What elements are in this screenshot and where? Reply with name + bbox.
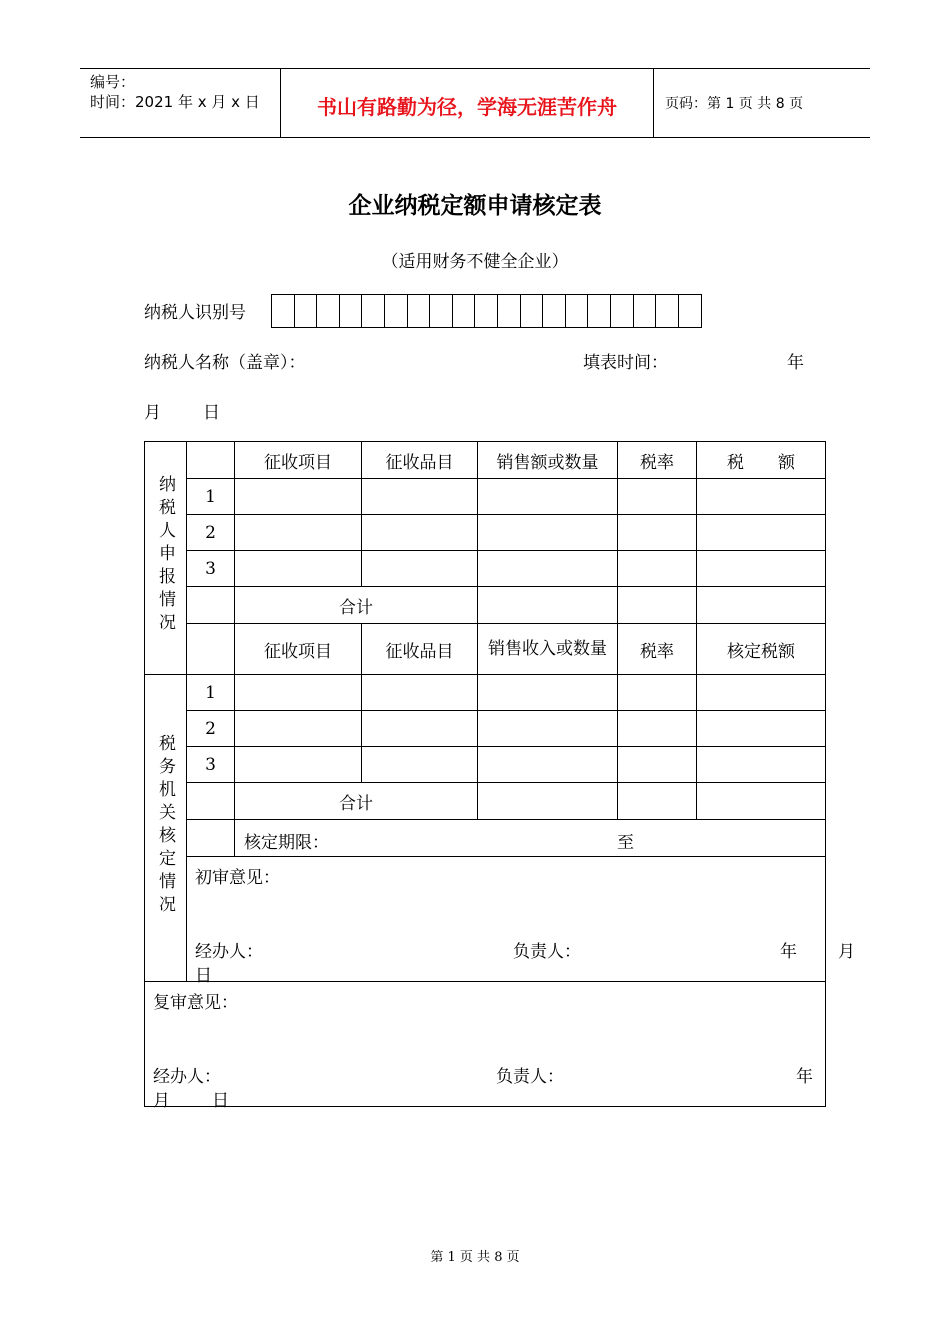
approve-side-label-cell	[145, 675, 187, 982]
col-header: 征收品目	[362, 442, 478, 479]
row-number: 2	[187, 711, 235, 747]
period-cell[interactable]	[235, 820, 826, 857]
input-cell[interactable]	[697, 711, 826, 747]
input-cell[interactable]	[362, 515, 478, 551]
cell	[187, 442, 235, 479]
input-cell[interactable]	[618, 675, 697, 711]
cell	[187, 587, 235, 624]
input-cell[interactable]	[235, 747, 362, 783]
taxpayer-name-label: 纳税人名称（盖章）：	[144, 353, 306, 373]
first-review-month: 月	[838, 942, 855, 962]
second-review-responsible: 负责人：	[496, 1067, 564, 1087]
page-footer: 第 1 页 共 8 页	[430, 1250, 520, 1265]
col-header: 税率	[618, 624, 697, 675]
input-cell[interactable]	[618, 515, 697, 551]
row-number: 3	[187, 551, 235, 587]
col-header: 税 额	[697, 442, 826, 479]
second-review-year: 年	[796, 1067, 813, 1087]
input-cell[interactable]	[235, 551, 362, 587]
input-cell[interactable]	[362, 747, 478, 783]
fill-time-month: 月	[144, 403, 161, 423]
input-cell[interactable]	[478, 479, 618, 515]
input-cell[interactable]	[697, 675, 826, 711]
second-review-month: 月	[153, 1091, 170, 1111]
first-review-year: 年	[780, 942, 797, 962]
motto-text: 书山有路勤为径，学海无涯苦作舟	[317, 95, 617, 119]
row-number: 2	[187, 515, 235, 551]
input-cell[interactable]	[362, 479, 478, 515]
row-number: 1	[187, 479, 235, 515]
second-review-handler: 经办人：	[153, 1067, 221, 1087]
input-cell[interactable]	[478, 515, 618, 551]
declare-side-label-cell	[145, 442, 187, 675]
input-cell[interactable]	[697, 587, 826, 624]
input-cell[interactable]	[618, 587, 697, 624]
col-header: 征收品目	[362, 624, 478, 675]
input-cell[interactable]	[235, 479, 362, 515]
cell	[187, 783, 235, 820]
input-cell[interactable]	[478, 675, 618, 711]
total-label: 合计	[235, 783, 478, 820]
input-cell[interactable]	[478, 711, 618, 747]
input-cell[interactable]	[697, 479, 826, 515]
first-review-title: 初审意见：	[195, 868, 280, 888]
input-cell[interactable]	[362, 711, 478, 747]
input-cell[interactable]	[618, 711, 697, 747]
number-label: 编号：	[90, 73, 136, 91]
fill-time-year: 年	[787, 353, 804, 373]
col-header: 税率	[618, 442, 697, 479]
page-info: 页码：第 1 页 共 8 页	[665, 96, 804, 112]
second-review-day: 日	[212, 1091, 229, 1111]
input-cell[interactable]	[235, 711, 362, 747]
period-to: 至	[617, 833, 634, 853]
taxpayer-id-label: 纳税人识别号	[144, 303, 246, 323]
taxpayer-id-boxes[interactable]	[271, 294, 702, 328]
second-review-cell[interactable]	[145, 982, 826, 1111]
col-header: 销售收入或数量	[478, 624, 618, 675]
time-label: 时间：2021 年 x 月 x 日	[90, 93, 260, 111]
input-cell[interactable]	[697, 747, 826, 783]
input-cell[interactable]	[618, 479, 697, 515]
row-number: 3	[187, 747, 235, 783]
first-review-cell[interactable]	[187, 857, 855, 986]
form-title: 企业纳税定额申请核定表	[348, 193, 602, 219]
input-cell[interactable]	[362, 675, 478, 711]
input-cell[interactable]	[235, 675, 362, 711]
input-cell[interactable]	[478, 587, 618, 624]
cell	[187, 820, 235, 857]
input-cell[interactable]	[362, 551, 478, 587]
declare-side-label: 纳税人申报情况	[155, 475, 175, 636]
form-subtitle: （适用财务不健全企业）	[381, 252, 569, 272]
col-header: 征收项目	[235, 624, 362, 675]
input-cell[interactable]	[618, 551, 697, 587]
period-label: 核定期限：	[244, 833, 329, 853]
tax-quota-table	[144, 441, 855, 1111]
col-header: 征收项目	[235, 442, 362, 479]
row-number: 1	[187, 675, 235, 711]
fill-time-label: 填表时间：	[583, 353, 668, 373]
col-header: 核定税额	[697, 624, 826, 675]
first-review-day: 日	[195, 966, 212, 986]
input-cell[interactable]	[618, 747, 697, 783]
input-cell[interactable]	[478, 747, 618, 783]
input-cell[interactable]	[235, 515, 362, 551]
approve-side-label: 税务机关核定情况	[155, 733, 175, 918]
header-page-cell	[653, 69, 870, 137]
input-cell[interactable]	[697, 551, 826, 587]
total-label: 合计	[235, 587, 478, 624]
first-review-responsible: 负责人：	[513, 942, 581, 962]
document-header	[80, 68, 870, 138]
header-motto-cell	[280, 69, 654, 137]
input-cell[interactable]	[697, 515, 826, 551]
second-review-title: 复审意见：	[153, 993, 238, 1013]
col-header: 销售额或数量	[478, 442, 618, 479]
input-cell[interactable]	[697, 783, 826, 820]
header-meta	[80, 69, 280, 137]
input-cell[interactable]	[478, 783, 618, 820]
input-cell[interactable]	[478, 551, 618, 587]
input-cell[interactable]	[618, 783, 697, 820]
first-review-handler: 经办人：	[195, 942, 263, 962]
cell	[187, 624, 235, 675]
fill-time-day: 日	[203, 403, 220, 423]
